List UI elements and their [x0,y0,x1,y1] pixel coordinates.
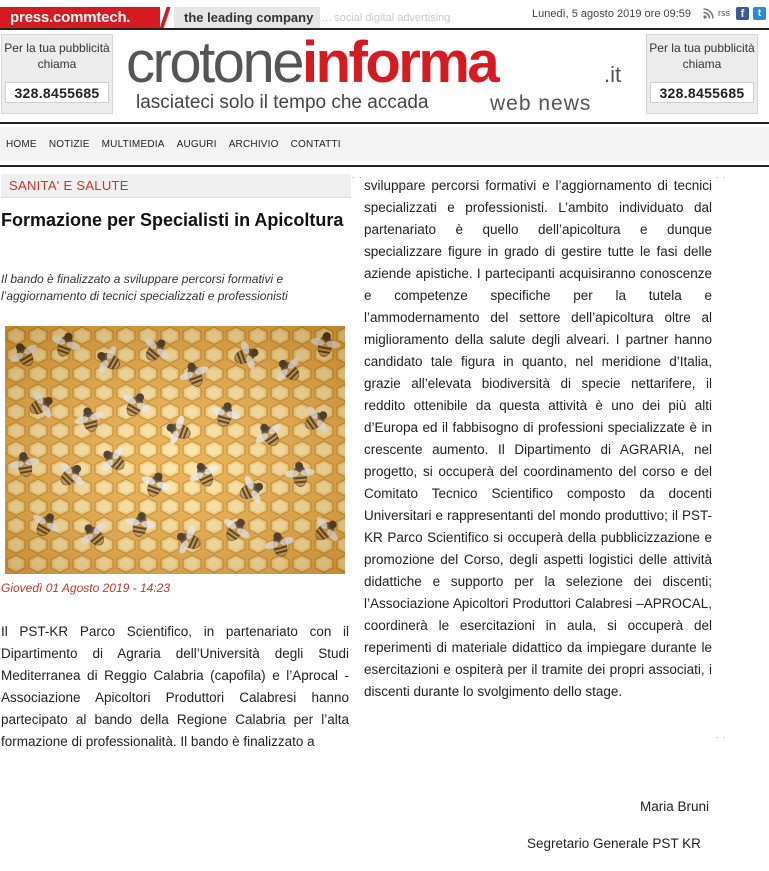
article-summary: Il bando è finalizzato a sviluppare percorsi formativi e l’aggiornamento di tecnici specializzati e professionisti [1,272,288,303]
nav-item-multimedia[interactable]: MULTIMEDIA [101,138,165,150]
nav-item-auguri[interactable]: AUGURI [176,138,217,150]
facebook-icon[interactable]: f [736,7,749,20]
ad-text: Per la tua pubblicità chiama [4,41,110,71]
rss-icon[interactable] [703,8,714,19]
ad-phone: 328.8455685 [650,82,754,103]
ticker-text: ... social digital advertising [322,12,451,24]
social-links [703,5,766,21]
article-title: Formazione per Specialisti in Apicoltura [1,210,344,230]
ad-text: Per la tua pubblicità chiama [649,41,755,71]
logo-slogan: lasciateci solo il tempo che accada [136,92,429,113]
brand-commtech-text: commtech. [53,9,131,26]
twitter-icon[interactable]: t [753,7,766,20]
current-date: Lunedì, 5 agosto 2019 ore 09:59 [532,8,692,20]
left-ad-banner[interactable] [1,34,113,114]
ad-phone: 328.8455685 [5,82,109,103]
article-body-left-column: Il PST-KR Parco Scientifico, in partenariato con il Dipartimento di Agraria dell’Università degli Studi Mediterranea di Reggio Calabria (capofila) e l’Aprocal - Associazione Apicoltori Produttori Calabresi hanno partecipato al bando della Regione Calabria per l’alta formazione di professionalità. Il bando è finalizzato a [1,624,349,749]
brand-press-text: press. [10,9,53,26]
top-bar [0,0,769,30]
logo-part-crotone: crotone [126,30,302,95]
nav-item-contatti[interactable]: CONTATTI [290,138,341,150]
press-commtech-banner[interactable] [0,7,320,29]
column-marker-top-right: . . [716,170,727,180]
author-name: Maria Bruni [640,799,710,814]
site-logo[interactable] [126,32,636,116]
logo-subbrand: web news [490,92,592,115]
main-nav [0,127,769,161]
right-ad-banner[interactable] [646,34,758,114]
nav-item-archivio[interactable]: ARCHIVIO [228,138,279,150]
article-photo-bees [5,326,345,574]
logo-tld: .it [604,62,622,87]
press-commtech-logo [0,7,160,29]
nav-item-home[interactable]: HOME [6,138,37,150]
nav-top-divider [0,122,769,124]
article-date: Giovedì 01 Agosto 2019 - 14:23 [1,581,171,595]
brand-slash-divider [160,7,174,29]
column-marker-top: . . [352,170,363,180]
article-body-right-column: sviluppare percorsi formativi e l’aggiornamento di tecnici specializzati e professionisti. L’ambito individuato dal partenariato è quello dell’apicoltura e dunque specializzare figure in grado di gestire tutte le fasi delle aziende apistiche. I partecipanti acquisiranno conoscenze e competenze specifiche per la tutela e l’ammodernamento del settore dell’apicoltura oltre al miglioramento della salute degli alveari. I partner hanno candidato tale figura in quanto, nel meridione d’Italia, grazie all’elevata biodiversità di specie nettarifere, il reddito ottenibile da questa attività è uno dei più alti d’Europa ed il fabbisogno di professioni specializzate è in crescente aumento. Il Dipartimento di AGRARIA, nel progetto, si occuperà del coordinamento del corso e del Comitato Tecnico Scientifico composto da docenti Universitari e rappresentanti del mondo produttivo; il PST-KR Parco Scientifico si occuperà della pubblicizzazione e promozione del Corso, degli aspetti logistici delle attività didattiche e supporto per la selezione dei discenti; l’Associazione Apicoltori Produttori Calabresi –APROCAL, coordinerà le esercitazioni in aula, si occuperà del reperimenti di materiale didattico da impiegare durante le esercitazioni e ospiterà per il tramite dei propri associati, i discenti durante lo svolgimento dello stage. [364,178,712,699]
section-label[interactable]: SANITA' E SALUTE [1,174,351,198]
author-role: Segretario Generale PST KR [527,836,701,851]
nav-item-notizie[interactable]: NOTIZIE [48,138,90,150]
honeycomb-bees-image [5,326,345,574]
column-marker-bottom-right: . . [716,730,727,740]
brand-tagline: the leading company [184,10,314,25]
logo-part-informa: informa [301,30,498,95]
rss-link[interactable]: rss [718,8,730,18]
nav-bottom-divider [0,165,769,167]
logo-wordmark [126,32,497,94]
